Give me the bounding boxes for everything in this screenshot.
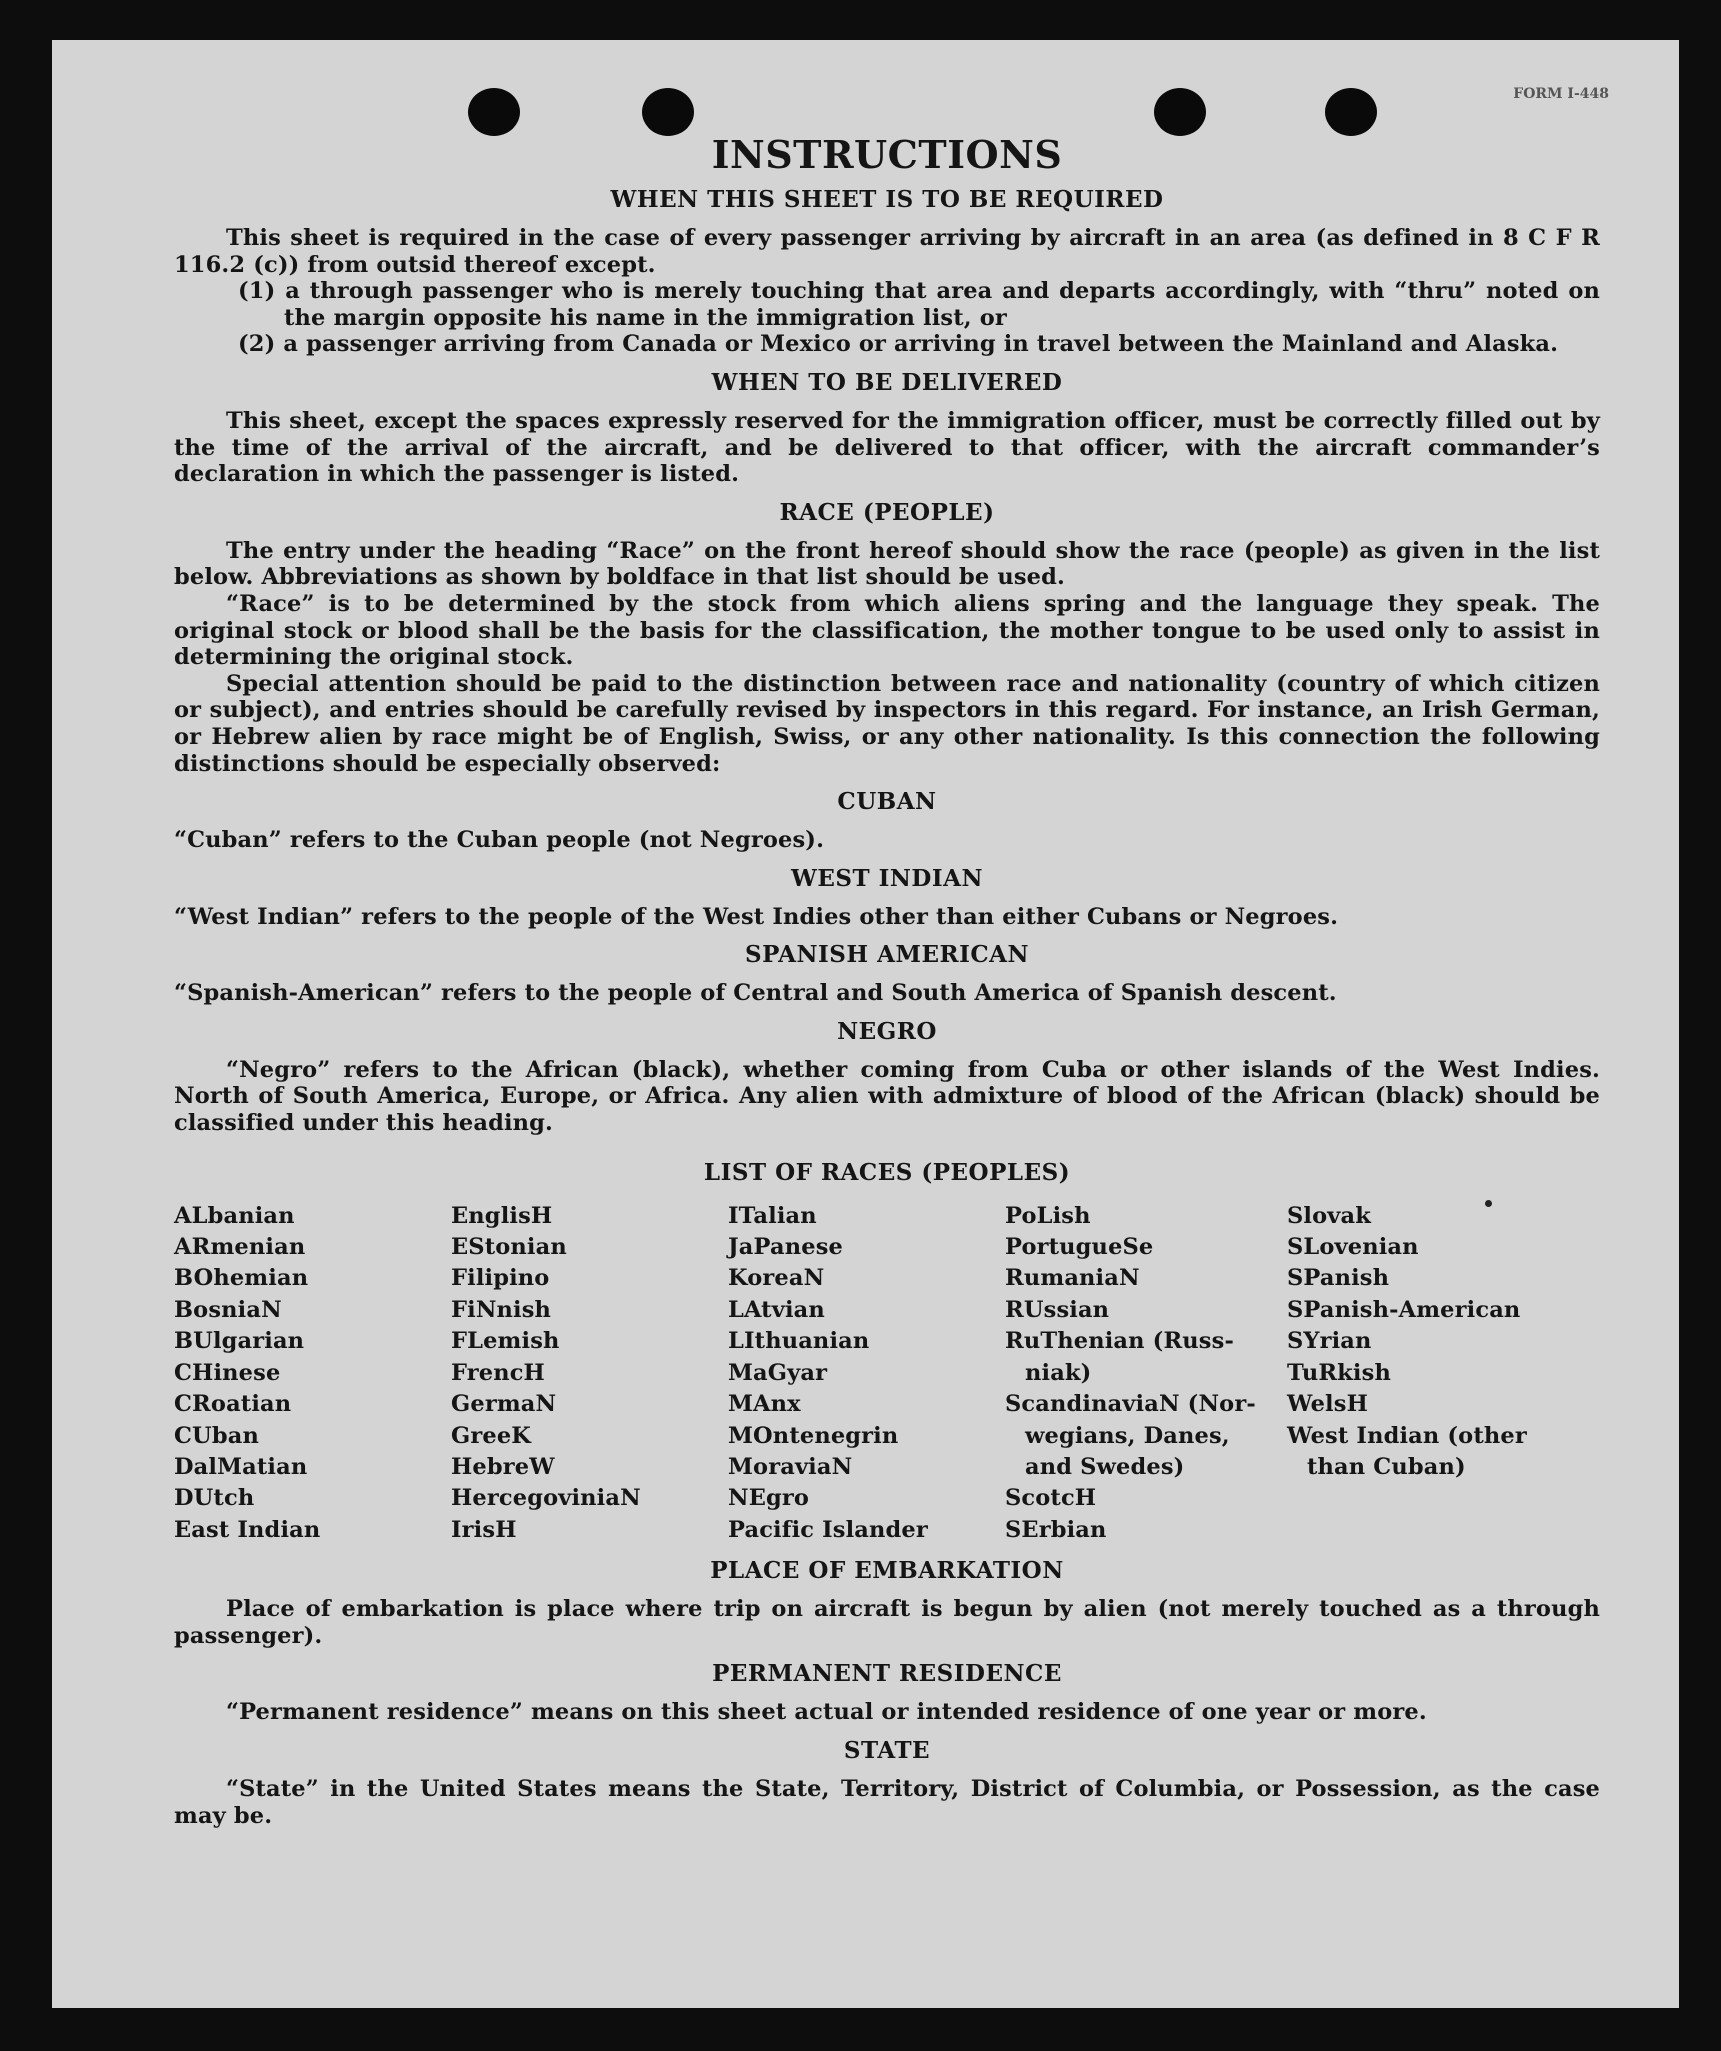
punch-hole [642,88,694,136]
spanish-american-text: “Spanish-American” refers to the people of Central and South America of Spanish descent. [174,980,1337,1007]
race-item: CUban [174,1422,259,1449]
section-heading-required: WHEN THIS SHEET IS TO BE REQUIRED [610,186,1164,213]
instructions-content [174,132,1600,1829]
embarkation-text: Place of embarkation is place where trip on aircraft is begun by alien (not merely touched as a through passenger). [174,1596,1600,1649]
required-item-1: (1) a through passenger who is merely touching that area and departs accordingly, with “thru” noted on the margin opposite his name in the immigration list, or [238,278,1600,331]
race-item: East Indian [174,1516,321,1543]
race-item: MaGyar [728,1359,828,1386]
race-item: MOntenegrin [728,1422,899,1449]
race-list [174,1201,1600,1546]
race-item: MAnx [728,1391,801,1418]
required-intro: This sheet is required in the case of every passenger arriving by aircraft in an area (as defined in 8 C F R 116.2 (c)) from outsid thereof except. [174,225,1600,278]
race-item-continued: wegians, Danes, [1025,1422,1230,1449]
race-paragraph-2: “Race” is to be determined by the stock from which aliens spring and the language they speak. The original stock or blood shall be the basis for the classification, the mother tongue to be used only to assist in determining the original stock. [174,590,1600,671]
race-item: IrisH [451,1516,517,1543]
race-item: KoreaN [728,1265,825,1292]
race-item: RuThenian (Russ- [1005,1328,1234,1355]
race-item: EStonian [451,1234,567,1261]
race-item: NEgro [728,1485,810,1512]
section-heading-negro: NEGRO [837,1017,937,1045]
race-item: SPanish-American [1287,1296,1521,1323]
race-item: RumaniaN [1005,1265,1140,1292]
cuban-text: “Cuban” refers to the Cuban people (not Negroes). [174,827,825,854]
race-item: LIthuanian [728,1328,870,1355]
race-item: RUssian [1005,1296,1110,1323]
race-item: CHinese [174,1359,281,1386]
race-column [1287,1201,1537,1546]
race-item: PoLish [1005,1202,1091,1229]
race-item-continued: and Swedes) [1025,1453,1185,1480]
race-item-continued: than Cuban) [1307,1453,1466,1480]
race-item: HercegoviniaN [451,1485,641,1512]
race-item: West Indian (other [1287,1422,1527,1449]
section-heading-west-indian: WEST INDIAN [791,864,983,892]
page-title: INSTRUCTIONS [711,132,1063,177]
section-heading-state: STATE [843,1736,931,1764]
section-heading-residence: PERMANENT RESIDENCE [712,1660,1062,1688]
race-item: Slovak [1287,1202,1371,1229]
race-item: WelsH [1287,1391,1368,1418]
negro-text: “Negro” refers to the African (black), whether coming from Cuba or other islands of the West Indies. North of South America, Europe, or Africa. Any alien with admixture of blood of the African (black) should be classified under this heading. [174,1056,1600,1137]
race-item: PortugueSe [1005,1234,1154,1261]
race-column [728,1201,1005,1546]
west-indian-text: “West Indian” refers to the people of the West Indies other than either Cubans or Negroes. [174,903,1339,930]
race-item: BosniaN [174,1296,282,1323]
race-item: ScotcH [1005,1485,1097,1512]
race-paragraph-3: Special attention should be paid to the distinction between race and nationality (country of which citizen or subject), and entries should be carefully revised by inspectors in this regard. For instance, an Irish German, or Hebrew alien by race might be of English, Swiss, or any other nationality. Is this connection the following distinctions should be especially observed: [174,670,1600,777]
punch-hole [1154,88,1206,136]
race-item: MoraviaN [728,1453,853,1480]
race-item: TuRkish [1287,1359,1391,1386]
delivered-text: This sheet, except the spaces expressly reserved for the immigration officer, must be correctly filled out by the time of the arrival of the aircraft, and be delivered to that officer, with the aircraft commander’s declaration in which the passenger is listed. [174,407,1600,488]
race-item: DalMatian [174,1453,308,1480]
race-item: SLovenian [1287,1234,1419,1261]
section-heading-spanish-american: SPANISH AMERICAN [744,941,1030,969]
section-heading-cuban: CUBAN [837,788,937,816]
race-item: JaPanese [728,1234,843,1261]
race-column [451,1201,728,1546]
race-item: GreeK [451,1422,532,1449]
race-column [174,1201,451,1546]
residence-text: “Permanent residence” means on this sheet actual or intended residence of one year or more. [226,1699,1427,1726]
race-item: HebreW [451,1453,555,1480]
punch-hole [468,88,520,136]
race-column [1005,1201,1287,1546]
race-item: FrencH [451,1359,545,1386]
document-sheet [52,40,1679,2008]
race-item: ScandinaviaN (Nor- [1005,1391,1256,1418]
race-item: DUtch [174,1485,255,1512]
race-paragraph-1: The entry under the heading “Race” on the front hereof should show the race (people) as given in the list below. Abbreviations as shown by boldface in that list should be used. [174,537,1600,591]
required-item-2: (2) a passenger arriving from Canada or Mexico or arriving in travel between the Mainland and Alaska. [238,331,1559,358]
form-number: FORM I-448 [1513,86,1609,102]
race-item: BOhemian [174,1265,309,1292]
race-item: SYrian [1287,1328,1372,1355]
race-item: BUlgarian [174,1328,305,1355]
race-item: CRoatian [174,1391,292,1418]
race-item: SPanish [1287,1265,1390,1292]
punch-hole [1325,88,1377,136]
race-item: GermaN [451,1391,557,1418]
race-item: FiNnish [451,1296,552,1323]
race-item: Filipino [451,1265,550,1292]
race-item: ALbanian [174,1202,295,1229]
section-heading-delivered: WHEN TO BE DELIVERED [711,368,1063,396]
race-item: Pacific Islander [728,1516,928,1543]
race-item: ARmenian [174,1234,306,1261]
race-item: SErbian [1005,1516,1107,1543]
race-item: FLemish [451,1328,560,1355]
section-heading-race: RACE (PEOPLE) [779,498,995,526]
section-heading-embarkation: PLACE OF EMBARKATION [710,1557,1064,1585]
state-text: “State” in the United States means the State, Territory, District of Columbia, or Possession, as the case may be. [174,1775,1600,1829]
race-item: LAtvian [728,1296,825,1323]
race-item: EnglisH [451,1202,553,1229]
race-item-continued: niak) [1025,1359,1092,1386]
race-item: ITalian [728,1202,817,1229]
list-of-races-heading: LIST OF RACES (PEOPLES) [703,1158,1071,1186]
